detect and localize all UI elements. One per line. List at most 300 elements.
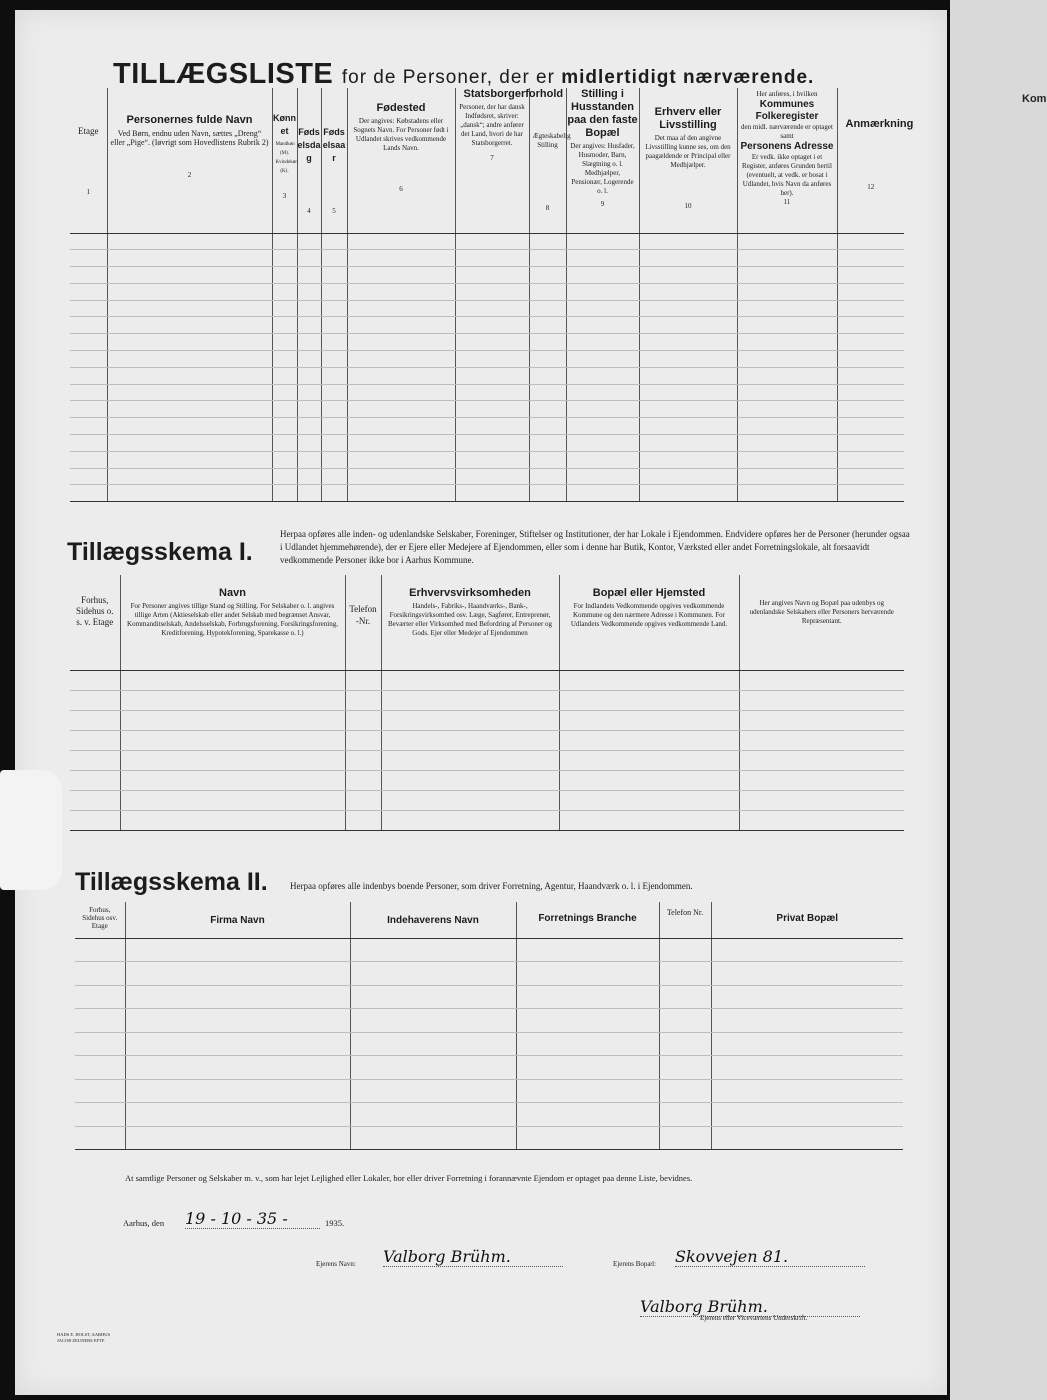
table-cell	[739, 750, 904, 770]
table-cell	[711, 1009, 903, 1033]
table-cell	[566, 283, 639, 300]
table-cell	[639, 451, 737, 468]
table-cell	[559, 810, 739, 830]
col-household: Stilling i Husstanden paa den faste Bopæl Der angives: Husfader, Husmoder, Barn, Slægtning o. l. Medhjælper, Pensionær, Logerende o. l. 9	[566, 88, 639, 233]
table-cell	[529, 283, 566, 300]
table-cell	[107, 485, 272, 502]
table-cell	[75, 1009, 125, 1033]
table-cell	[347, 435, 455, 452]
table-cell	[350, 1032, 516, 1056]
table-cell	[566, 418, 639, 435]
table-cell	[455, 300, 529, 317]
table-row	[70, 790, 904, 810]
col-birthday: Fødselsdag 4	[297, 88, 321, 233]
table-cell	[455, 351, 529, 368]
table-cell	[70, 233, 107, 250]
table-cell	[566, 334, 639, 351]
table-cell	[347, 351, 455, 368]
table-row	[70, 401, 904, 418]
table-cell	[739, 810, 904, 830]
table-cell	[107, 401, 272, 418]
table-cell	[107, 384, 272, 401]
s2-col-owner: Indehaverens Navn	[350, 902, 516, 938]
table-cell	[529, 367, 566, 384]
col-occupation: Erhverv eller Livsstilling Det maa af den angivne Livsstilling kunne ses, om den paagældende er Principal eller Medhjælper. 10	[639, 88, 737, 233]
table-cell	[297, 250, 321, 267]
table-row	[70, 317, 904, 334]
table-cell	[566, 317, 639, 334]
table-cell	[639, 418, 737, 435]
table-cell	[297, 485, 321, 502]
s1-col-representative: Her angives Navn og Bopæl paa udenbys og udenlandske Selskabers eller Personers herværende Repræsentant.	[739, 575, 904, 670]
table-cell	[737, 418, 837, 435]
s2-col-etage: Forhus, Sidehus osv. Etage	[75, 902, 125, 938]
table-row	[75, 1126, 903, 1150]
table-cell	[347, 384, 455, 401]
table-cell	[381, 750, 559, 770]
table-cell	[566, 384, 639, 401]
owner-signature: Valborg Brühm.	[640, 1297, 860, 1317]
table-row	[70, 367, 904, 384]
table-cell	[321, 300, 347, 317]
table-cell	[70, 401, 107, 418]
table-cell	[566, 367, 639, 384]
skema1-title: Tillægsskema I.	[67, 538, 253, 566]
table-cell	[711, 1103, 903, 1127]
table-cell	[321, 233, 347, 250]
skema2-title: Tillægsskema II.	[75, 868, 268, 896]
table-cell	[272, 367, 297, 384]
skema1-description: Herpaa opføres alle inden- og udenlandske Selskaber, Foreninger, Stiftelser og Institutioner, der har Lokale i Ejendommen. Endvidere opføres her de Personer (herunder ogsaa i Udlandet hjemmehørende), der er Ejere eller Medejere af Ejendommen, eller som i denne har Butik, Kontor, Værksted eller andet Forretningslokale, alt forsaavidt vedkommende Personer ikke bor i Aarhus Kommune.	[280, 529, 910, 565]
printer-mark: HADS E. HOLST, AARHUS JACOB ZEUNERS EFTF.	[57, 1332, 111, 1343]
table-cell	[347, 250, 455, 267]
table-cell	[125, 1126, 350, 1150]
table-cell	[345, 670, 381, 690]
table-cell	[639, 468, 737, 485]
owner-address-label: Ejerens Bopæl:	[613, 1260, 656, 1268]
table-cell	[737, 485, 837, 502]
table-cell	[516, 1009, 659, 1033]
table-cell	[297, 401, 321, 418]
table-cell	[516, 1079, 659, 1103]
table-row	[70, 334, 904, 351]
table-cell	[125, 938, 350, 962]
col-etage: Etage 1	[70, 88, 107, 233]
s1-col-name: Navn For Personer angives tillige Stand og Stilling. For Selskaber o. l. angives tillige Arten (Aktieselskab eller andet Selskab med begrænset Ansvar, Kommanditselskab, Andelsselskab, Forbrugsforening, Forsikringsforening, Kreditforening, Hypotekforening, Sparekasse o. l.)	[120, 575, 345, 670]
col-name: Personernes fulde Navn Ved Børn, endnu uden Navn, sættes „Dreng“ eller „Pige“. (Iøvrigt som Hovedlistens Rubrik 2) 2	[107, 88, 272, 233]
table-cell	[321, 384, 347, 401]
table-cell	[529, 250, 566, 267]
title-main: TILLÆGSLISTE	[113, 58, 334, 90]
table-row	[70, 418, 904, 435]
table-cell	[529, 468, 566, 485]
table-row	[70, 730, 904, 750]
table-row	[70, 300, 904, 317]
table-cell	[350, 985, 516, 1009]
table-cell	[272, 267, 297, 284]
table-cell	[272, 300, 297, 317]
table-cell	[347, 317, 455, 334]
table-cell	[347, 283, 455, 300]
table-cell	[125, 1056, 350, 1080]
table-cell	[70, 435, 107, 452]
table-cell	[837, 367, 904, 384]
owner-name-label: Ejerens Navn:	[316, 1260, 356, 1268]
table-cell	[321, 468, 347, 485]
table-cell	[559, 710, 739, 730]
table-cell	[455, 451, 529, 468]
table-cell	[75, 1103, 125, 1127]
table-cell	[345, 730, 381, 750]
table-cell	[347, 267, 455, 284]
table-cell	[70, 334, 107, 351]
skema2-header-row	[75, 902, 903, 938]
table-cell	[347, 401, 455, 418]
table-row	[70, 750, 904, 770]
table-cell	[559, 690, 739, 710]
table-cell	[272, 384, 297, 401]
table-cell	[345, 770, 381, 790]
table-cell	[639, 300, 737, 317]
table-cell	[297, 300, 321, 317]
table-cell	[125, 985, 350, 1009]
table-cell	[120, 770, 345, 790]
table-cell	[107, 418, 272, 435]
col-citizenship: Statsborgerforhold Personer, der har dansk Indfødsret, skriver: „dansk“; andre anfører det Land, hvori de har Statsborgerret. 7	[455, 88, 529, 233]
table-cell	[350, 1079, 516, 1103]
table-cell	[70, 367, 107, 384]
table-cell	[529, 233, 566, 250]
table-row	[70, 351, 904, 368]
table-cell	[321, 367, 347, 384]
table-cell	[75, 1056, 125, 1080]
col-marital: Ægteskabelig Stilling 8	[529, 88, 566, 233]
skema2-description: Herpaa opføres alle indenbys boende Personer, som driver Forretning, Agentur, Haandværk o. l. i Ejendommen.	[290, 881, 693, 891]
table-cell	[529, 451, 566, 468]
table-cell	[455, 401, 529, 418]
table-cell	[272, 451, 297, 468]
table-cell	[837, 283, 904, 300]
owner-name-value: Valborg Brühm.	[383, 1247, 563, 1267]
table-cell	[455, 418, 529, 435]
table-cell	[837, 334, 904, 351]
skema1-table	[70, 575, 904, 831]
table-cell	[321, 418, 347, 435]
table-cell	[737, 334, 837, 351]
table-cell	[107, 283, 272, 300]
table-cell	[321, 317, 347, 334]
table-cell	[347, 468, 455, 485]
table-cell	[559, 730, 739, 750]
table-cell	[297, 435, 321, 452]
table-cell	[516, 938, 659, 962]
table-cell	[120, 690, 345, 710]
col-birthplace: Fødested Der angives: Købstadens eller Sognets Navn. For Personer født i Udlandet skrives vedkommende Lands Navn. 6	[347, 88, 455, 233]
table-cell	[659, 1032, 711, 1056]
table-cell	[737, 367, 837, 384]
table-cell	[529, 351, 566, 368]
table-cell	[321, 351, 347, 368]
table-cell	[837, 267, 904, 284]
table-cell	[107, 451, 272, 468]
table-cell	[739, 770, 904, 790]
table-cell	[272, 233, 297, 250]
table-cell	[272, 317, 297, 334]
table-cell	[837, 300, 904, 317]
table-cell	[75, 938, 125, 962]
table-cell	[455, 317, 529, 334]
table-cell	[711, 962, 903, 986]
table-cell	[107, 317, 272, 334]
table-cell	[737, 451, 837, 468]
table-cell	[297, 334, 321, 351]
table-cell	[659, 938, 711, 962]
table-cell	[711, 985, 903, 1009]
s1-col-business: Erhvervsvirksomheden Handels-, Fabriks-, Haandværks-, Bank-, Forsikringsvirksomhed osv. Læge, Sagfører, Entreprenør, Beværter eller Virksomhed med Befordring af Personer og Gods. Ejer eller Medejer af Ejendommen	[381, 575, 559, 670]
table-cell	[659, 962, 711, 986]
table-cell	[711, 1056, 903, 1080]
facing-page-text: Kom	[1022, 93, 1047, 105]
table-cell	[529, 435, 566, 452]
table-cell	[559, 750, 739, 770]
table-cell	[639, 435, 737, 452]
table-cell	[639, 384, 737, 401]
table-row	[70, 468, 904, 485]
table-cell	[837, 451, 904, 468]
table-row	[70, 384, 904, 401]
table-cell	[566, 351, 639, 368]
table-cell	[120, 710, 345, 730]
table-cell	[529, 300, 566, 317]
table-cell	[345, 810, 381, 830]
table-row	[70, 233, 904, 250]
table-row	[75, 985, 903, 1009]
table-cell	[345, 750, 381, 770]
table-row	[75, 962, 903, 986]
table-cell	[350, 1056, 516, 1080]
table-cell	[639, 283, 737, 300]
table-cell	[120, 790, 345, 810]
supplement-list-table	[70, 88, 914, 502]
s1-col-residence: Bopæl eller Hjemsted For Indlandets Vedkommende opgives vedkommende Kommune og den nærmere Adresse i Kommunen. For Udlandets Vedkommende opgives vedkommende Land.	[559, 575, 739, 670]
table-cell	[347, 300, 455, 317]
table-cell	[321, 334, 347, 351]
table-cell	[381, 690, 559, 710]
table-cell	[639, 485, 737, 502]
table-cell	[516, 962, 659, 986]
year: 1935.	[325, 1218, 345, 1228]
table-cell	[272, 485, 297, 502]
table-cell	[272, 351, 297, 368]
form-page	[15, 10, 947, 1395]
table-cell	[837, 233, 904, 250]
table-cell	[639, 401, 737, 418]
table-cell	[70, 300, 107, 317]
s1-col-etage: Forhus, Sidehus o. s. v. Etage	[70, 575, 120, 670]
table-cell	[347, 451, 455, 468]
table-cell	[321, 401, 347, 418]
table-cell	[107, 367, 272, 384]
table-cell	[120, 670, 345, 690]
table-cell	[345, 690, 381, 710]
table-cell	[297, 317, 321, 334]
col-registry: Her anføres, i hvilken Kommunes Folkeregister den midl. nærværende er optaget samt Personens Adresse Er vedk. ikke optaget i et Register, anføres Grunden hertil (eventuelt, at vedk. er bosat i Udlandet, hvis Navn da anføres her). 11	[737, 88, 837, 233]
table-cell	[529, 334, 566, 351]
table-cell	[272, 250, 297, 267]
s1-col-phone: Telefon-Nr.	[345, 575, 381, 670]
table-cell	[120, 750, 345, 770]
col-gender: Kønnet Mandkøn (M). Kvindekøn (K). 3	[272, 88, 297, 233]
table-cell	[350, 962, 516, 986]
table-cell	[321, 250, 347, 267]
table-cell	[107, 233, 272, 250]
place-label: Aarhus, den	[123, 1218, 165, 1228]
table-cell	[381, 710, 559, 730]
table-cell	[75, 1126, 125, 1150]
table-row	[75, 938, 903, 962]
table-cell	[739, 690, 904, 710]
supplement-list-title	[113, 58, 814, 91]
table-cell	[70, 810, 120, 830]
table-cell	[70, 267, 107, 284]
table-cell	[272, 283, 297, 300]
table-row	[70, 670, 904, 690]
table-row	[70, 267, 904, 284]
table-cell	[739, 730, 904, 750]
table-cell	[350, 1126, 516, 1150]
table-cell	[659, 1079, 711, 1103]
table-cell	[70, 770, 120, 790]
col-remarks: Anmærkning 12	[837, 88, 904, 233]
table-cell	[455, 435, 529, 452]
table-cell	[272, 435, 297, 452]
table-cell	[455, 485, 529, 502]
table-cell	[70, 750, 120, 770]
table-cell	[297, 233, 321, 250]
table-cell	[737, 267, 837, 284]
table-cell	[737, 317, 837, 334]
table-row	[75, 1079, 903, 1103]
table-cell	[272, 468, 297, 485]
table-cell	[125, 1079, 350, 1103]
table-cell	[455, 283, 529, 300]
table-cell	[297, 267, 321, 284]
table-cell	[297, 468, 321, 485]
table-cell	[350, 1009, 516, 1033]
table-cell	[737, 283, 837, 300]
table-cell	[711, 1126, 903, 1150]
table-cell	[837, 468, 904, 485]
certification-text: At samtlige Personer og Selskaber m. v., som har lejet Lejlighed eller Lokaler, bor eller driver Forretning i forannævnte Ejendom er optaget paa denne Liste, bevidnes.	[125, 1173, 693, 1183]
table-cell	[107, 300, 272, 317]
table-cell	[321, 267, 347, 284]
table-row	[70, 770, 904, 790]
s2-col-firm: Firma Navn	[125, 902, 350, 938]
table-cell	[297, 351, 321, 368]
table-cell	[516, 985, 659, 1009]
table-cell	[529, 401, 566, 418]
table-cell	[659, 985, 711, 1009]
table-cell	[566, 485, 639, 502]
table-cell	[559, 790, 739, 810]
table-cell	[516, 1126, 659, 1150]
table-cell	[297, 418, 321, 435]
table-cell	[739, 710, 904, 730]
table-cell	[297, 367, 321, 384]
table-cell	[455, 334, 529, 351]
table-cell	[837, 418, 904, 435]
table-cell	[381, 790, 559, 810]
page-tab	[0, 770, 62, 890]
table-cell	[107, 435, 272, 452]
table-cell	[639, 334, 737, 351]
table-cell	[566, 451, 639, 468]
table-cell	[75, 985, 125, 1009]
table-cell	[837, 250, 904, 267]
table-cell	[70, 250, 107, 267]
table-cell	[566, 267, 639, 284]
table-row	[70, 810, 904, 830]
date-handwritten: 19 - 10 - 35 -	[185, 1209, 320, 1229]
s2-col-branch: Forretnings Branche	[516, 902, 659, 938]
table-cell	[70, 730, 120, 750]
table-cell	[347, 334, 455, 351]
table-cell	[272, 334, 297, 351]
table-cell	[321, 435, 347, 452]
table-cell	[70, 468, 107, 485]
table-row	[70, 435, 904, 452]
table-cell	[70, 670, 120, 690]
table-cell	[75, 1032, 125, 1056]
table-cell	[639, 233, 737, 250]
table-cell	[272, 418, 297, 435]
table-cell	[350, 1103, 516, 1127]
table-cell	[711, 1032, 903, 1056]
table-cell	[659, 1103, 711, 1127]
col-birthyear: Fødselsaar 5	[321, 88, 347, 233]
table-cell	[837, 317, 904, 334]
table-cell	[659, 1009, 711, 1033]
table-cell	[70, 790, 120, 810]
table-cell	[381, 670, 559, 690]
table-cell	[381, 730, 559, 750]
table-cell	[739, 790, 904, 810]
table-cell	[711, 938, 903, 962]
table-row	[70, 250, 904, 267]
skema2-table	[75, 902, 903, 1150]
table-cell	[347, 367, 455, 384]
table-cell	[345, 710, 381, 730]
table-cell	[737, 468, 837, 485]
table-cell	[70, 317, 107, 334]
table-cell	[321, 283, 347, 300]
table-cell	[347, 485, 455, 502]
table-cell	[125, 1103, 350, 1127]
table-header-row	[70, 88, 904, 233]
table-cell	[566, 435, 639, 452]
table-cell	[737, 233, 837, 250]
table-cell	[516, 1103, 659, 1127]
table-cell	[837, 485, 904, 502]
table-cell	[566, 300, 639, 317]
table-cell	[529, 485, 566, 502]
table-cell	[529, 317, 566, 334]
table-cell	[107, 250, 272, 267]
table-cell	[737, 351, 837, 368]
table-cell	[350, 938, 516, 962]
table-cell	[381, 810, 559, 830]
table-cell	[107, 267, 272, 284]
